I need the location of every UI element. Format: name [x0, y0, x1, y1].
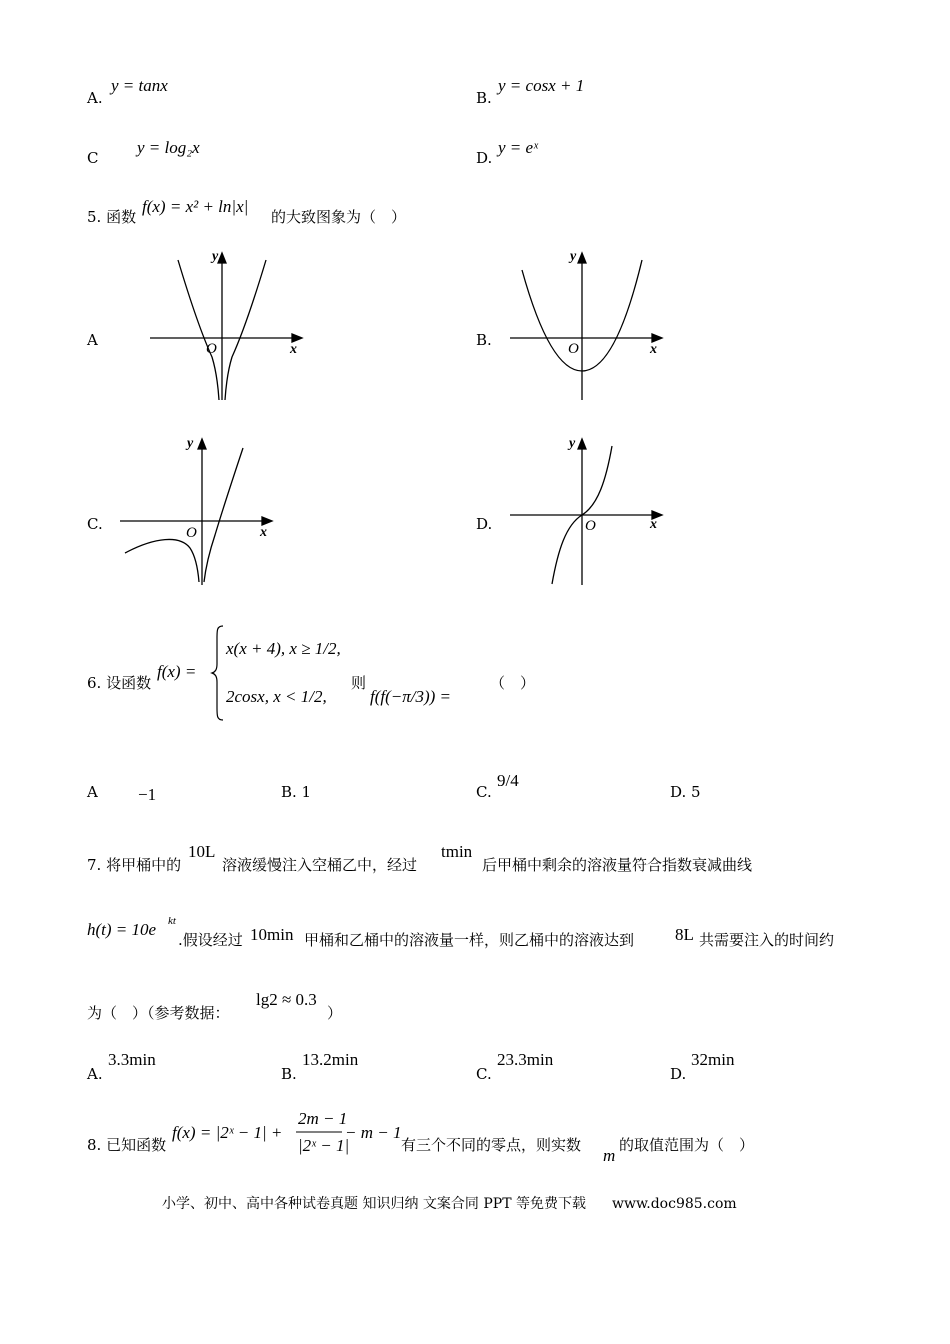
q7-option-a-value: 3.3min — [108, 1050, 156, 1069]
q8-expr-right: − m − 1 — [345, 1123, 402, 1142]
q7-line2-a: .假设经过 — [178, 931, 243, 949]
q5-graph-d — [500, 430, 670, 590]
q6-case-2: 2cosx, x < 1/2, — [226, 687, 327, 706]
q5-graph-b — [500, 245, 670, 405]
page-footer — [162, 1193, 737, 1213]
q5-graph-b-origin-label: O — [568, 341, 579, 357]
q6-option-b-label: B. 1 — [281, 783, 312, 801]
q5-graph-a-x-label: x — [290, 342, 297, 357]
q7-line1-b: 溶液缓慢注入空桶乙中，经过 — [222, 856, 418, 874]
q7-line2-c: 共需要注入的时间约 — [699, 931, 835, 949]
q4-option-a-label: A. — [87, 89, 103, 107]
q6-option-a-value: −1 — [138, 785, 157, 804]
q4-option-b-expr: y = cosx + 1 — [498, 76, 585, 95]
q7-line1-c: 后甲桶中剩余的溶液量符合指数衰减曲线 — [482, 856, 753, 874]
q6-query: f(f(−π/3)) = — [370, 687, 452, 706]
q4-option-c-label: C — [87, 149, 99, 167]
q5-option-d-label: D. — [476, 515, 493, 533]
q7-time-10min: 10min — [250, 925, 294, 944]
q7-option-c-label: C. — [476, 1065, 492, 1083]
q5-function-expr: f(x) = x² + ln|x| — [142, 197, 249, 216]
q8-stem-text: 有三个不同的零点，则实数 — [401, 1136, 582, 1154]
q7-option-d-label: D. — [670, 1065, 687, 1083]
q5-graph-a — [140, 245, 310, 405]
q5-graph-c — [110, 430, 280, 590]
q6-case-1: x(x + 4), x ≥ 1/2, — [226, 639, 341, 658]
q5-graph-a-y-label: y — [212, 249, 219, 264]
q6-fx: f(x) = — [157, 662, 197, 681]
q5-graph-b-x-label: x — [650, 342, 657, 357]
q8-frac-numerator: 2m − 1 — [298, 1109, 348, 1128]
footer-url[interactable]: www.doc985.com — [611, 1196, 737, 1212]
q6-stem-number: 6. 设函数 — [87, 674, 152, 692]
q6-option-d-label: D. 5 — [670, 783, 701, 801]
q7-line3-a: 为（ ）（参考数据： — [87, 1004, 230, 1022]
q6-option-c-value: 9/4 — [497, 771, 519, 790]
q7-line1-a: 7. 将甲桶中的 — [87, 856, 182, 874]
q7-option-c-value: 23.3min — [497, 1050, 554, 1069]
q7-option-b-label: B. — [281, 1065, 297, 1083]
q7-t-min: tmin — [441, 842, 473, 861]
q5-option-b-label: B. — [476, 331, 492, 349]
q5-graph-d-origin-label: O — [585, 518, 596, 534]
q6-then: 则 — [351, 674, 367, 692]
q5-graph-b-y-label: y — [570, 249, 577, 264]
q8-expr-left: f(x) = |2ˣ − 1| + — [172, 1123, 283, 1142]
q7-volume-10l: 10L — [188, 842, 216, 861]
q4-option-d-label: D. — [476, 149, 493, 167]
q6-piecewise-brace — [211, 624, 225, 722]
q5-option-a-label: A — [87, 331, 98, 349]
q5-graph-c-x-label: x — [260, 525, 267, 540]
q4-option-a-expr: y = tanx — [111, 76, 168, 95]
footer-text: 小学、初中、高中各种试卷真题 知识归纳 文案合同 PPT 等免费下载 — [162, 1196, 586, 1212]
q5-option-c-label: C. — [87, 515, 103, 533]
q5-graph-c-y-label: y — [187, 436, 194, 451]
q5-graph-d-y-label: y — [569, 436, 576, 451]
q8-frac-denominator: |2ˣ − 1| — [298, 1136, 350, 1155]
q8-stem-suffix: 的取值范围为（ ） — [619, 1136, 755, 1154]
q7-decay-formula: h(t) = 10e — [87, 920, 157, 939]
q7-line2-b: 甲桶和乙桶中的溶液量一样，则乙桶中的溶液达到 — [304, 931, 635, 949]
q7-decay-exponent: kt — [168, 915, 176, 927]
q7-option-d-value: 32min — [691, 1050, 735, 1069]
q5-graph-d-x-label: x — [650, 517, 657, 532]
q8-stem-number: 8. 已知函数 — [87, 1136, 167, 1154]
q7-volume-8l: 8L — [675, 925, 694, 944]
q5-graph-a-origin-label: O — [206, 341, 217, 357]
q8-fraction-bar — [296, 1131, 342, 1133]
q7-option-b-value: 13.2min — [302, 1050, 359, 1069]
q6-paren: （ ） — [490, 674, 536, 692]
q4-option-c-expr: y = log₂x — [137, 138, 200, 157]
q5-stem-number: 5. 函数 — [87, 208, 137, 226]
q4-option-b-label: B. — [476, 89, 492, 107]
q5-graph-c-origin-label: O — [186, 525, 197, 541]
q7-reference-data: lg2 ≈ 0.3 — [256, 990, 317, 1009]
q5-stem-suffix: 的大致图象为（ ） — [271, 208, 407, 226]
q4-option-d-expr: y = eˣ — [498, 138, 538, 157]
q7-option-a-label: A. — [87, 1065, 103, 1083]
q8-variable-m: m — [603, 1146, 616, 1165]
q7-line3-b: ） — [327, 1004, 343, 1022]
q6-option-c-label: C. — [476, 783, 492, 801]
q6-option-a-label: A — [87, 783, 98, 801]
